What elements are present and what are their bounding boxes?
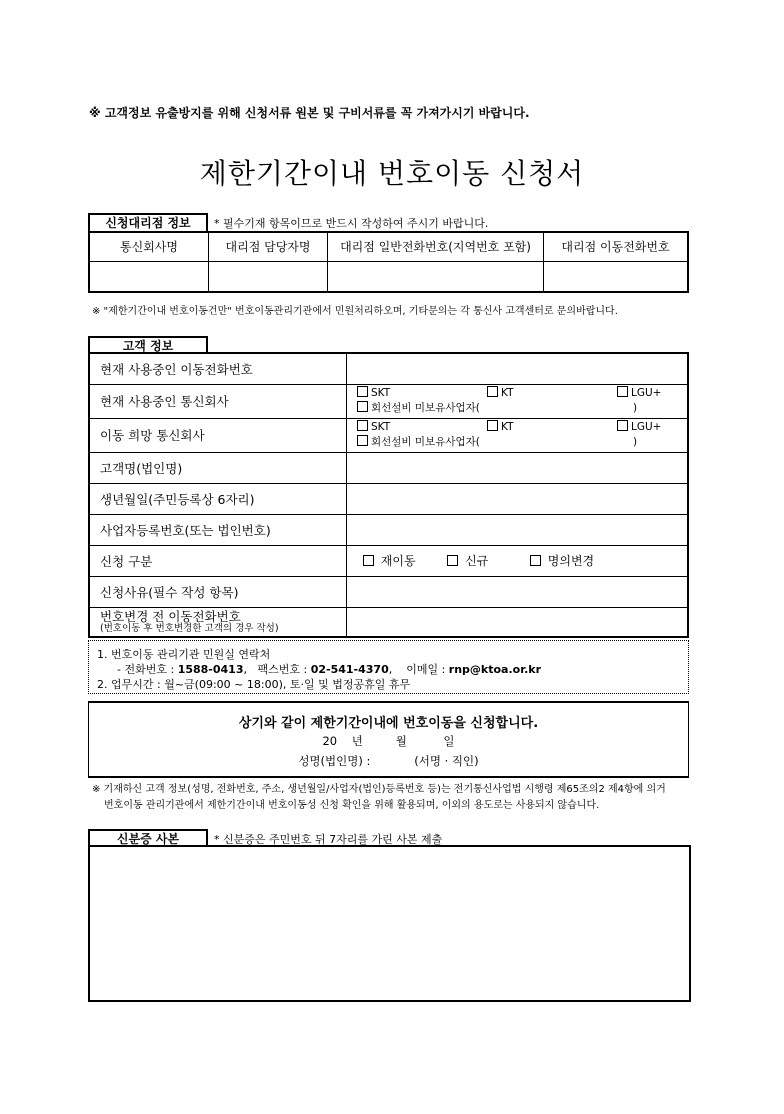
current-carrier-mvno-option[interactable]: 회선설비 미보유사업자(	[357, 401, 480, 416]
birth-date-label: 생년월일(주민등록상 6자리)	[89, 483, 347, 514]
checkbox-icon	[617, 386, 628, 397]
customer-name-label: 고객명(법인명)	[89, 452, 347, 483]
checkbox-icon	[447, 555, 458, 566]
contact-email: rnp@ktoa.or.kr	[448, 663, 541, 676]
desired-carrier-lgu-option[interactable]: LGU+	[617, 420, 661, 435]
type-name-change-option[interactable]: 명의변경	[530, 554, 594, 568]
customer-info-table	[88, 352, 689, 638]
checkbox-icon	[357, 435, 368, 446]
birth-date-field[interactable]	[347, 483, 689, 514]
business-number-label: 사업자등록번호(또는 법인번호)	[89, 514, 347, 545]
agent-footnote: ※ "제한기간이내 번호이동건만" 번호이동관리기관에서 민원처리하오며, 기타문의는 각 통신사 고객센터로 문의바랍니다.	[92, 306, 618, 317]
desired-carrier-label: 이동 희망 통신회사	[89, 418, 347, 452]
current-number-label: 현재 사용중인 이동전화번호	[89, 353, 347, 384]
agent-manager-field[interactable]	[209, 261, 328, 292]
privacy-note-line-1: ※ 기재하신 고객 정보(성명, 전화번호, 주소, 생년월일/사업자(법인)등록번호 등)는 전기통신사업법 시행령 제65조의2 제4항에 의거	[92, 784, 666, 795]
desired-carrier-kt-option[interactable]: KT	[487, 420, 513, 435]
header-agent-landline: 대리점 일반전화번호(지역번호 포함)	[328, 232, 544, 261]
id-section-tab: 신분증 사본	[88, 829, 208, 847]
agent-section-tab: 신청대리점 정보	[88, 213, 208, 231]
header-agent-mobile: 대리점 이동전화번호	[544, 232, 689, 261]
checkbox-icon	[530, 555, 541, 566]
id-section-note: * 신분증은 주민번호 뒤 7자리를 가린 사본 제출	[214, 833, 443, 846]
contact-line-2: 2. 업무시간 : 월~금(09:00 ~ 18:00), 토·일 및 법정공휴일 휴무	[97, 678, 411, 691]
privacy-note-line-2: 번호이동 관리기관에서 제한기간이내 번호이동성 신청 확인을 위해 활용되며, 이외의 용도로는 사용되지 않습니다.	[104, 800, 600, 811]
current-number-field[interactable]	[347, 353, 689, 384]
type-reactivate-option[interactable]: 재이동	[363, 554, 416, 568]
contact-fax: 02-541-4370	[310, 663, 389, 676]
current-carrier-kt-option[interactable]: KT	[487, 386, 513, 401]
checkbox-icon	[487, 420, 498, 431]
desired-carrier-skt-option[interactable]: SKT	[357, 420, 390, 435]
declaration-signature[interactable]: 성명(법인명) : (서명 · 직인)	[298, 754, 479, 768]
application-reason-label: 신청사유(필수 작성 항목)	[89, 576, 347, 607]
customer-section-tab: 고객 정보	[88, 336, 208, 354]
contact-line-1: 1. 번호이동 관리기관 민원실 연락처	[97, 648, 271, 661]
agent-info-table	[88, 231, 689, 293]
checkbox-icon	[617, 420, 628, 431]
id-copy-area[interactable]	[88, 845, 691, 1002]
current-carrier-label: 현재 사용중인 통신회사	[89, 384, 347, 418]
previous-number-sublabel: (번호이동 후 번호변경한 고객의 경우 작성)	[100, 622, 279, 634]
current-carrier-skt-option[interactable]: SKT	[357, 386, 390, 401]
previous-number-label: 번호변경 전 이동전화번호 (번호이동 후 번호변경한 고객의 경우 작성)	[89, 607, 347, 637]
type-new-option[interactable]: 신규	[447, 554, 488, 568]
contact-info-box	[88, 640, 689, 694]
header-agent-manager: 대리점 담당자명	[209, 232, 328, 261]
contact-line-phone: - 전화번호 : 1588-0413, 팩스번호 : 02-541-4370, 이메일 : rnp@ktoa.or.kr	[117, 663, 541, 676]
desired-carrier-close-paren: )	[633, 436, 638, 448]
agent-landline-field[interactable]	[328, 261, 544, 292]
checkbox-icon	[357, 401, 368, 412]
application-reason-field[interactable]	[347, 576, 689, 607]
application-type-label: 신청 구분	[89, 545, 347, 576]
desired-carrier-mvno-option[interactable]: 회선설비 미보유사업자(	[357, 435, 480, 450]
checkbox-icon	[487, 386, 498, 397]
page-title: 제한기간이내 번호이동 신청서	[199, 157, 585, 190]
checkbox-icon	[357, 420, 368, 431]
agent-section-note: * 필수기재 항목이므로 반드시 작성하여 주시기 바랍니다.	[214, 217, 489, 230]
previous-number-field[interactable]	[347, 607, 689, 637]
declaration-date: 20 년 월 일	[322, 734, 455, 748]
checkbox-icon	[363, 555, 374, 566]
header-carrier-name: 통신회사명	[89, 232, 209, 261]
notice-text: ※ 고객정보 유출방지를 위해 신청서류 원본 및 구비서류를 꼭 가져가시기 바랍니다.	[89, 106, 530, 120]
business-number-field[interactable]	[347, 514, 689, 545]
customer-name-field[interactable]	[347, 452, 689, 483]
current-carrier-lgu-option[interactable]: LGU+	[617, 386, 661, 401]
agent-mobile-field[interactable]	[544, 261, 689, 292]
contact-phone: 1588-0413	[177, 663, 244, 676]
current-carrier-close-paren: )	[633, 402, 638, 414]
carrier-name-field[interactable]	[89, 261, 209, 292]
declaration-statement: 상기와 같이 제한기간이내에 번호이동을 신청합니다.	[238, 716, 539, 731]
checkbox-icon	[357, 386, 368, 397]
declaration-box	[88, 701, 689, 778]
